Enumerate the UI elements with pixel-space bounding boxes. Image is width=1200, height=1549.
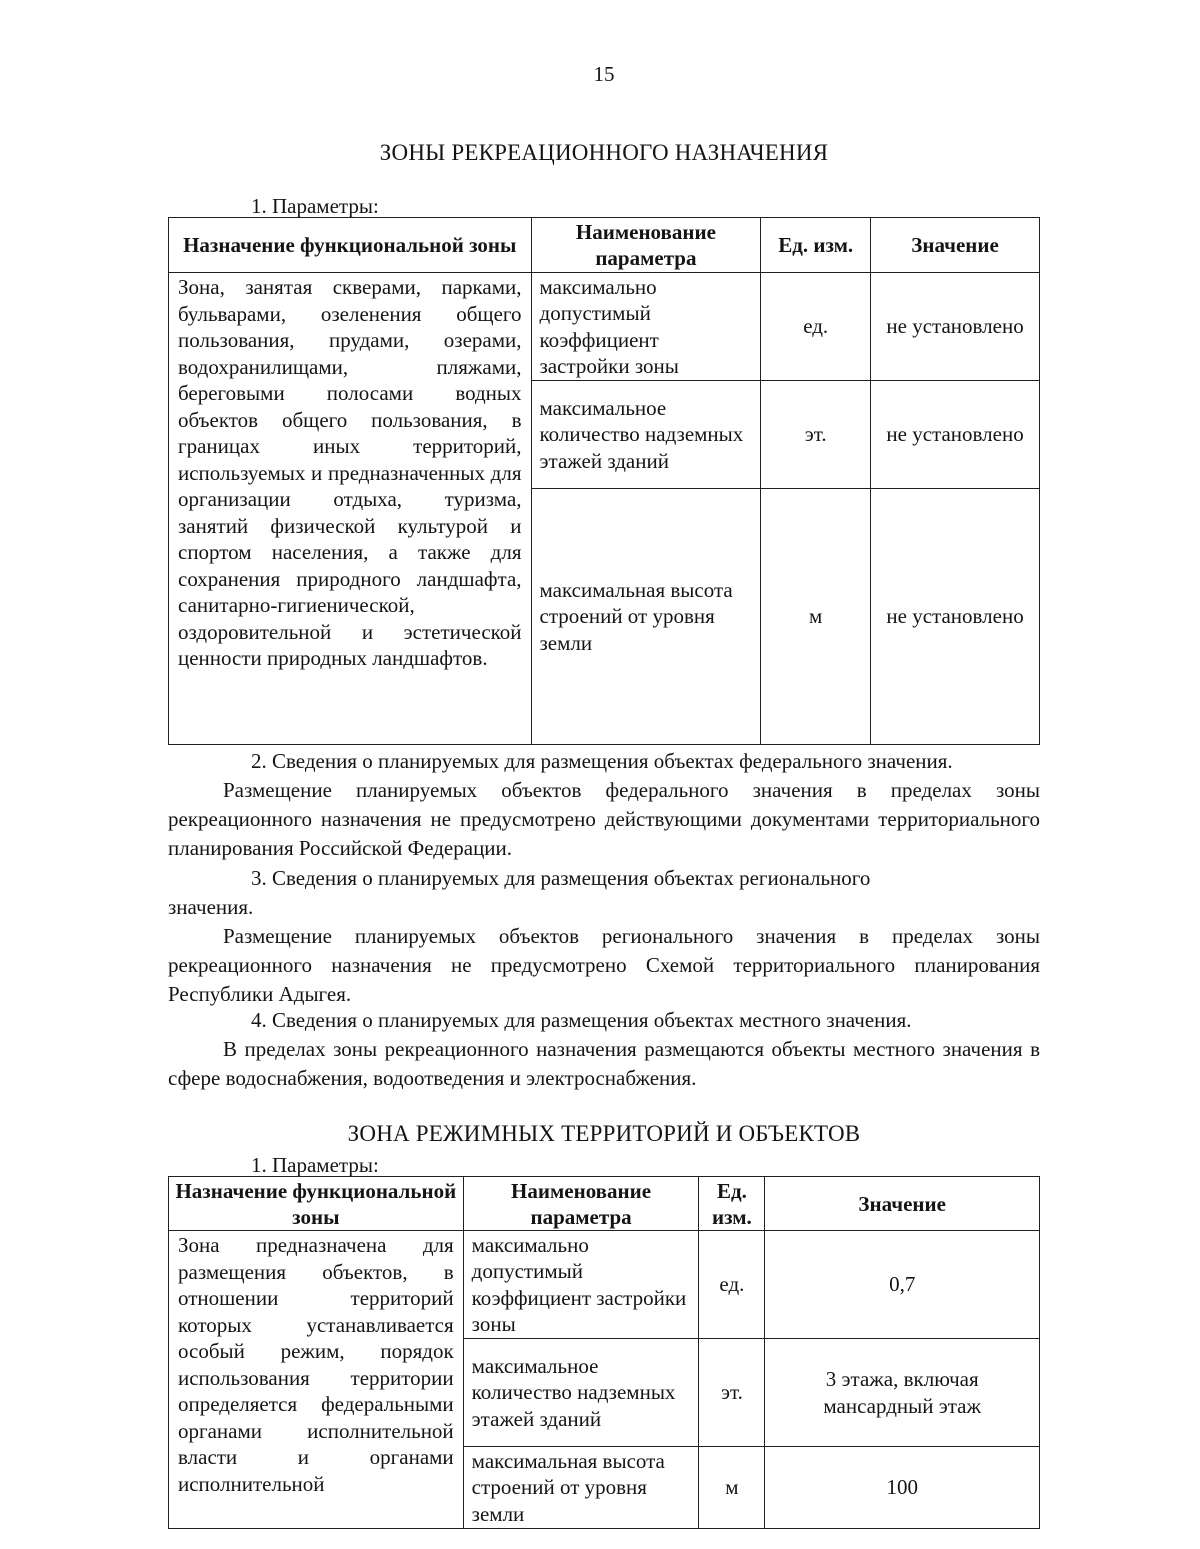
header-zone-purpose: Назначение функциональной зоны — [169, 218, 532, 273]
header-unit: Ед. изм. — [699, 1177, 765, 1231]
zone-description: Зона предназначена для размещения объектов, в отношении территорий которых устанавливается особый режим, порядок использования территории определяется федеральными органами исполнительной власти и органами исполнительной — [169, 1231, 464, 1529]
param-unit: м — [761, 489, 871, 745]
item2-heading: 2. Сведения о планируемых для размещения объектах федерального значения. — [251, 749, 953, 773]
section-title-recreational: ЗОНЫ РЕКРЕАЦИОННОГО НАЗНАЧЕНИЯ — [379, 140, 829, 165]
regional-objects-section — [168, 864, 1040, 1009]
recreational-zone-table — [168, 217, 1040, 745]
federal-objects-section — [168, 747, 1040, 863]
header-value: Значение — [871, 218, 1040, 273]
table-header-row — [169, 218, 1040, 273]
param-name: максимальное количество надземных этажей зданий — [531, 381, 761, 489]
zone-description: Зона, занятая скверами, парками, бульварами, озеленения общего пользования, прудами, озерами, водохранилищами, пляжами, береговыми полосами водных объектов общего пользования, в границах иных территорий, используемых и предназначенных для организации отдыха, туризма, занятий физической культурой и спортом населения, а также для сохранения природного ландшафта, санитарно-гигиенической, оздоровительной и эстетической ценности природных ландшафтов. — [169, 273, 532, 745]
section-title-restricted: ЗОНА РЕЖИМНЫХ ТЕРРИТОРИЙ И ОБЪЕКТОВ — [347, 1121, 861, 1146]
param-unit: ед. — [761, 273, 871, 381]
param-value: не установлено — [871, 273, 1040, 381]
param-unit: эт. — [761, 381, 871, 489]
params-label: 1. Параметры: — [251, 194, 379, 218]
header-param-name: Наименование параметра — [463, 1177, 699, 1231]
page-number: 15 — [593, 62, 615, 86]
param-value: 100 — [765, 1447, 1040, 1529]
table-row — [169, 1231, 1040, 1339]
param-name: максимальная высота строений от уровня земли — [531, 489, 761, 745]
item4-text: В пределах зоны рекреационного назначения размещаются объекты местного значения в сфере водоснабжения, водоотведения и электроснабжения. — [168, 1037, 1040, 1090]
restricted-zone-table — [168, 1176, 1040, 1529]
item2-text: Размещение планируемых объектов федерального значения в пределах зоны рекреационного назначения не предусмотрено действующими документами территориального планирования Российской Федерации. — [168, 778, 1040, 860]
header-value: Значение — [765, 1177, 1040, 1231]
item3-heading: 3. Сведения о планируемых для размещения объектах регионального значения. — [168, 866, 871, 919]
item3-text: Размещение планируемых объектов регионального значения в пределах зоны рекреационного назначения не предусмотрено Схемой территориального планирования Республики Адыгея. — [168, 924, 1040, 1006]
param-unit: м — [699, 1447, 765, 1529]
param-name: максимальная высота строений от уровня земли — [463, 1447, 699, 1529]
header-zone-purpose: Назначение функциональной зоны — [169, 1177, 464, 1231]
param-name: максимально допустимый коэффициент застройки зоны — [463, 1231, 699, 1339]
header-unit: Ед. изм. — [761, 218, 871, 273]
table-header-row — [169, 1177, 1040, 1231]
param-value: 3 этажа, включая мансардный этаж — [765, 1339, 1040, 1447]
param-value: не установлено — [871, 489, 1040, 745]
local-objects-section — [168, 1006, 1040, 1093]
param-name: максимально допустимый коэффициент застройки зоны — [531, 273, 761, 381]
params-label: 1. Параметры: — [251, 1153, 379, 1177]
header-param-name: Наименование параметра — [531, 218, 761, 273]
table-row — [169, 273, 1040, 381]
param-unit: эт. — [699, 1339, 765, 1447]
param-name: максимальное количество надземных этажей зданий — [463, 1339, 699, 1447]
param-value: не установлено — [871, 381, 1040, 489]
param-unit: ед. — [699, 1231, 765, 1339]
param-value: 0,7 — [765, 1231, 1040, 1339]
item4-heading: 4. Сведения о планируемых для размещения объектах местного значения. — [251, 1008, 912, 1032]
